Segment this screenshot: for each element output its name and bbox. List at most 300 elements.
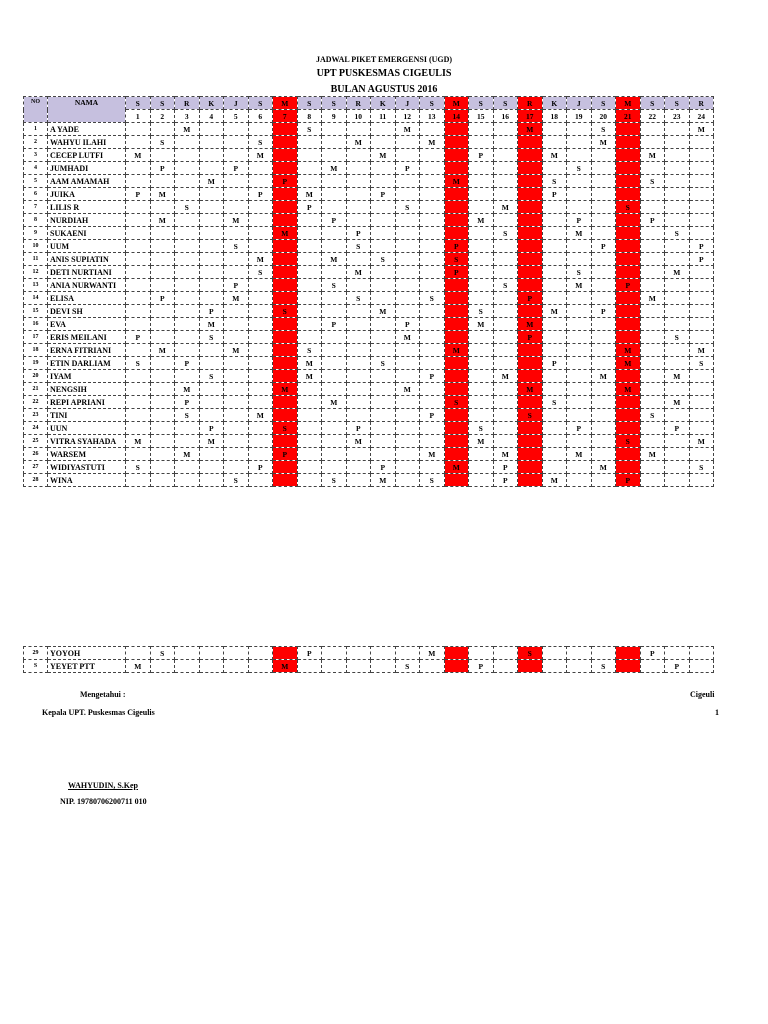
- day-header: K: [542, 97, 567, 110]
- shift-cell: [297, 435, 322, 448]
- shift-cell: [248, 370, 273, 383]
- row-number: 2: [24, 136, 48, 149]
- shift-cell: [420, 240, 445, 253]
- shift-cell: [420, 383, 445, 396]
- shift-cell: [420, 396, 445, 409]
- staff-name: SUKAENI: [48, 227, 126, 240]
- shift-cell: M: [273, 227, 298, 240]
- shift-cell: [493, 422, 518, 435]
- shift-cell: [150, 240, 175, 253]
- staff-name: NENGSIH: [48, 383, 126, 396]
- shift-cell: P: [175, 357, 200, 370]
- schedule-title: JADWAL PIKET EMERGENSI (UGD): [315, 55, 453, 64]
- shift-cell: [346, 279, 371, 292]
- shift-cell: [689, 162, 714, 175]
- date-header: 10: [346, 110, 371, 123]
- shift-cell: [322, 357, 347, 370]
- shift-cell: P: [224, 162, 249, 175]
- shift-cell: [199, 448, 224, 461]
- shift-cell: M: [591, 370, 616, 383]
- date-header: 14: [444, 110, 469, 123]
- shift-cell: [518, 227, 543, 240]
- shift-cell: [371, 331, 396, 344]
- shift-cell: [248, 660, 273, 673]
- shift-cell: [542, 201, 567, 214]
- shift-cell: M: [542, 305, 567, 318]
- shift-cell: [150, 266, 175, 279]
- shift-cell: [591, 647, 616, 660]
- shift-cell: [248, 214, 273, 227]
- shift-cell: [248, 279, 273, 292]
- shift-cell: M: [346, 435, 371, 448]
- shift-cell: [591, 162, 616, 175]
- shift-cell: [689, 149, 714, 162]
- schedule-table: [23, 96, 714, 487]
- shift-cell: [248, 448, 273, 461]
- shift-cell: [175, 305, 200, 318]
- staff-name: CECEP LUTFI: [48, 149, 126, 162]
- shift-cell: [297, 162, 322, 175]
- shift-cell: S: [150, 647, 175, 660]
- shift-cell: [395, 253, 420, 266]
- shift-cell: [248, 647, 273, 660]
- schedule-table-extra: [23, 646, 714, 673]
- shift-cell: [224, 253, 249, 266]
- date-header: 19: [567, 110, 592, 123]
- shift-cell: S: [665, 227, 690, 240]
- shift-cell: [640, 331, 665, 344]
- shift-cell: [567, 240, 592, 253]
- day-header: S: [420, 97, 445, 110]
- shift-cell: [224, 149, 249, 162]
- shift-cell: [371, 227, 396, 240]
- shift-cell: [175, 660, 200, 673]
- shift-cell: [616, 123, 641, 136]
- shift-cell: [640, 188, 665, 201]
- shift-cell: [248, 305, 273, 318]
- shift-cell: [591, 357, 616, 370]
- shift-cell: [444, 409, 469, 422]
- shift-cell: [591, 214, 616, 227]
- shift-cell: [395, 357, 420, 370]
- row-number: 22: [24, 396, 48, 409]
- shift-cell: [346, 162, 371, 175]
- shift-cell: [689, 474, 714, 487]
- shift-cell: [175, 162, 200, 175]
- day-header: R: [175, 97, 200, 110]
- shift-cell: [616, 266, 641, 279]
- shift-cell: [567, 409, 592, 422]
- table-row: [24, 344, 714, 357]
- shift-cell: [175, 461, 200, 474]
- shift-cell: [420, 318, 445, 331]
- table-row: [24, 435, 714, 448]
- shift-cell: [322, 266, 347, 279]
- shift-cell: [199, 240, 224, 253]
- shift-cell: [371, 647, 396, 660]
- shift-cell: [395, 292, 420, 305]
- table-row: [24, 383, 714, 396]
- shift-cell: [150, 123, 175, 136]
- shift-cell: [224, 266, 249, 279]
- staff-name: IYAM: [48, 370, 126, 383]
- shift-cell: [175, 253, 200, 266]
- shift-cell: [444, 660, 469, 673]
- date-header: 17: [518, 110, 543, 123]
- shift-cell: [591, 188, 616, 201]
- shift-cell: [297, 409, 322, 422]
- shift-cell: [493, 136, 518, 149]
- shift-cell: [665, 214, 690, 227]
- shift-cell: [248, 227, 273, 240]
- shift-cell: M: [248, 149, 273, 162]
- shift-cell: [689, 422, 714, 435]
- shift-cell: [126, 370, 151, 383]
- table-row: [24, 357, 714, 370]
- shift-cell: [616, 422, 641, 435]
- shift-cell: [175, 149, 200, 162]
- shift-cell: [322, 175, 347, 188]
- shift-cell: [273, 149, 298, 162]
- shift-cell: [297, 266, 322, 279]
- shift-cell: [297, 331, 322, 344]
- shift-cell: [665, 461, 690, 474]
- shift-cell: [126, 201, 151, 214]
- shift-cell: P: [395, 318, 420, 331]
- shift-cell: [175, 318, 200, 331]
- shift-cell: [518, 136, 543, 149]
- shift-cell: [591, 344, 616, 357]
- shift-cell: S: [616, 201, 641, 214]
- shift-cell: [444, 149, 469, 162]
- shift-cell: [665, 474, 690, 487]
- shift-cell: [346, 318, 371, 331]
- shift-cell: [616, 370, 641, 383]
- date-header: 8: [297, 110, 322, 123]
- shift-cell: [371, 266, 396, 279]
- shift-cell: [567, 461, 592, 474]
- shift-cell: [126, 396, 151, 409]
- shift-cell: [469, 396, 494, 409]
- shift-cell: S: [591, 123, 616, 136]
- shift-cell: S: [493, 279, 518, 292]
- shift-cell: [297, 149, 322, 162]
- shift-cell: S: [371, 253, 396, 266]
- shift-cell: [297, 660, 322, 673]
- shift-cell: M: [420, 647, 445, 660]
- shift-cell: [322, 370, 347, 383]
- date-header: 20: [591, 110, 616, 123]
- shift-cell: [591, 422, 616, 435]
- shift-cell: M: [493, 448, 518, 461]
- shift-cell: [567, 357, 592, 370]
- shift-cell: [689, 647, 714, 660]
- shift-cell: [469, 175, 494, 188]
- shift-cell: M: [199, 435, 224, 448]
- shift-cell: [469, 647, 494, 660]
- shift-cell: M: [346, 136, 371, 149]
- shift-cell: [371, 292, 396, 305]
- shift-cell: [395, 305, 420, 318]
- date-header: 22: [640, 110, 665, 123]
- date-header: 18: [542, 110, 567, 123]
- shift-cell: [273, 318, 298, 331]
- shift-cell: [199, 201, 224, 214]
- shift-cell: S: [542, 175, 567, 188]
- shift-cell: [542, 461, 567, 474]
- shift-cell: M: [224, 214, 249, 227]
- shift-cell: [518, 201, 543, 214]
- shift-cell: [469, 201, 494, 214]
- shift-cell: S: [567, 162, 592, 175]
- shift-cell: M: [640, 149, 665, 162]
- shift-cell: [371, 422, 396, 435]
- row-number: 10: [24, 240, 48, 253]
- shift-cell: [371, 370, 396, 383]
- shift-cell: [395, 175, 420, 188]
- place-label: Cigeuli: [690, 690, 715, 699]
- row-number: 14: [24, 292, 48, 305]
- row-number: 21: [24, 383, 48, 396]
- shift-cell: [395, 214, 420, 227]
- shift-cell: [640, 461, 665, 474]
- day-header: S: [665, 97, 690, 110]
- shift-cell: P: [199, 305, 224, 318]
- shift-cell: [395, 435, 420, 448]
- row-number: 26: [24, 448, 48, 461]
- shift-cell: [395, 422, 420, 435]
- shift-cell: [175, 435, 200, 448]
- staff-name: TINI: [48, 409, 126, 422]
- shift-cell: [224, 435, 249, 448]
- shift-cell: M: [395, 331, 420, 344]
- shift-cell: [640, 253, 665, 266]
- shift-cell: M: [395, 383, 420, 396]
- shift-cell: [518, 279, 543, 292]
- shift-cell: S: [224, 240, 249, 253]
- shift-cell: [616, 188, 641, 201]
- shift-cell: [150, 331, 175, 344]
- shift-cell: [567, 331, 592, 344]
- shift-cell: M: [567, 279, 592, 292]
- shift-cell: [518, 344, 543, 357]
- shift-cell: P: [248, 188, 273, 201]
- row-number: 5: [24, 175, 48, 188]
- staff-name: DEVI SH: [48, 305, 126, 318]
- shift-cell: [175, 422, 200, 435]
- date-header: 1: [126, 110, 151, 123]
- shift-cell: [542, 331, 567, 344]
- shift-cell: [126, 318, 151, 331]
- row-number: 3: [24, 149, 48, 162]
- shift-cell: M: [444, 344, 469, 357]
- row-number: 8: [24, 214, 48, 227]
- row-number: S: [24, 660, 48, 673]
- shift-cell: [150, 660, 175, 673]
- shift-cell: [616, 175, 641, 188]
- shift-cell: [126, 448, 151, 461]
- shift-cell: [371, 214, 396, 227]
- date-header: 11: [371, 110, 396, 123]
- shift-cell: [297, 474, 322, 487]
- shift-cell: [248, 123, 273, 136]
- table-row: [24, 292, 714, 305]
- shift-cell: [591, 396, 616, 409]
- shift-cell: [150, 201, 175, 214]
- day-header: S: [591, 97, 616, 110]
- shift-cell: [199, 214, 224, 227]
- shift-cell: S: [420, 292, 445, 305]
- shift-cell: [542, 344, 567, 357]
- shift-cell: [689, 266, 714, 279]
- shift-cell: M: [126, 660, 151, 673]
- staff-name: ERIS MEILANI: [48, 331, 126, 344]
- shift-cell: [444, 435, 469, 448]
- shift-cell: [420, 305, 445, 318]
- shift-cell: [518, 422, 543, 435]
- date-header: 21: [616, 110, 641, 123]
- shift-cell: [420, 214, 445, 227]
- shift-cell: [493, 660, 518, 673]
- shift-cell: M: [493, 201, 518, 214]
- row-number: 12: [24, 266, 48, 279]
- shift-cell: P: [420, 409, 445, 422]
- row-number: 15: [24, 305, 48, 318]
- shift-cell: M: [469, 435, 494, 448]
- shift-cell: P: [640, 647, 665, 660]
- shift-cell: [273, 188, 298, 201]
- shift-cell: [371, 136, 396, 149]
- table-row: [24, 123, 714, 136]
- table-row: [24, 149, 714, 162]
- shift-cell: [371, 279, 396, 292]
- shift-cell: [493, 383, 518, 396]
- shift-cell: [297, 422, 322, 435]
- shift-cell: [591, 474, 616, 487]
- shift-cell: [273, 201, 298, 214]
- shift-cell: S: [322, 279, 347, 292]
- shift-cell: [199, 383, 224, 396]
- shift-cell: [150, 253, 175, 266]
- staff-name: ANIS SUPIATIN: [48, 253, 126, 266]
- shift-cell: [518, 240, 543, 253]
- shift-cell: [126, 409, 151, 422]
- shift-cell: P: [493, 461, 518, 474]
- shift-cell: M: [395, 123, 420, 136]
- shift-cell: [469, 123, 494, 136]
- shift-cell: [126, 266, 151, 279]
- shift-cell: M: [591, 136, 616, 149]
- row-number: 9: [24, 227, 48, 240]
- staff-name: ELISA: [48, 292, 126, 305]
- row-number: 20: [24, 370, 48, 383]
- row-number: 13: [24, 279, 48, 292]
- shift-cell: M: [273, 660, 298, 673]
- shift-cell: [420, 266, 445, 279]
- shift-cell: P: [591, 305, 616, 318]
- shift-cell: [150, 175, 175, 188]
- shift-cell: M: [273, 383, 298, 396]
- shift-cell: [640, 435, 665, 448]
- shift-cell: [567, 474, 592, 487]
- shift-cell: M: [665, 266, 690, 279]
- acknowledged-label: Mengetahui :: [80, 690, 126, 699]
- shift-cell: [689, 396, 714, 409]
- shift-cell: [640, 660, 665, 673]
- shift-cell: [591, 201, 616, 214]
- date-header: 5: [224, 110, 249, 123]
- shift-cell: P: [493, 474, 518, 487]
- shift-cell: [665, 240, 690, 253]
- shift-cell: [567, 370, 592, 383]
- row-number: 6: [24, 188, 48, 201]
- shift-cell: [322, 647, 347, 660]
- shift-cell: [616, 461, 641, 474]
- shift-cell: [150, 435, 175, 448]
- shift-cell: [346, 474, 371, 487]
- shift-cell: [567, 647, 592, 660]
- shift-cell: [224, 409, 249, 422]
- day-header: S: [248, 97, 273, 110]
- shift-cell: [395, 227, 420, 240]
- shift-cell: M: [444, 461, 469, 474]
- shift-cell: [640, 266, 665, 279]
- shift-cell: [248, 201, 273, 214]
- day-header: J: [567, 97, 592, 110]
- shift-cell: [297, 383, 322, 396]
- shift-cell: [420, 149, 445, 162]
- shift-cell: [346, 370, 371, 383]
- shift-cell: [175, 266, 200, 279]
- shift-cell: [395, 396, 420, 409]
- shift-cell: [616, 448, 641, 461]
- shift-cell: [395, 448, 420, 461]
- shift-cell: [665, 201, 690, 214]
- staff-name: WAHYU ILAHI: [48, 136, 126, 149]
- table-row: [24, 461, 714, 474]
- shift-cell: [199, 136, 224, 149]
- shift-cell: [273, 357, 298, 370]
- shift-cell: [150, 383, 175, 396]
- shift-cell: [518, 396, 543, 409]
- row-number: 18: [24, 344, 48, 357]
- shift-cell: [665, 383, 690, 396]
- staff-name: WARSEM: [48, 448, 126, 461]
- shift-cell: [444, 123, 469, 136]
- shift-cell: M: [297, 188, 322, 201]
- staff-name: ANIA NURWANTI: [48, 279, 126, 292]
- shift-cell: [542, 422, 567, 435]
- shift-cell: [248, 474, 273, 487]
- shift-cell: [150, 409, 175, 422]
- day-header: R: [346, 97, 371, 110]
- row-number: 11: [24, 253, 48, 266]
- row-number: 29: [24, 647, 48, 660]
- shift-cell: [126, 162, 151, 175]
- shift-cell: [640, 201, 665, 214]
- shift-cell: [346, 357, 371, 370]
- shift-cell: [175, 331, 200, 344]
- shift-cell: [126, 279, 151, 292]
- shift-cell: S: [542, 396, 567, 409]
- shift-cell: [224, 647, 249, 660]
- shift-cell: S: [199, 370, 224, 383]
- shift-cell: [689, 660, 714, 673]
- shift-cell: [665, 357, 690, 370]
- shift-cell: M: [689, 123, 714, 136]
- shift-cell: [420, 435, 445, 448]
- shift-cell: [126, 647, 151, 660]
